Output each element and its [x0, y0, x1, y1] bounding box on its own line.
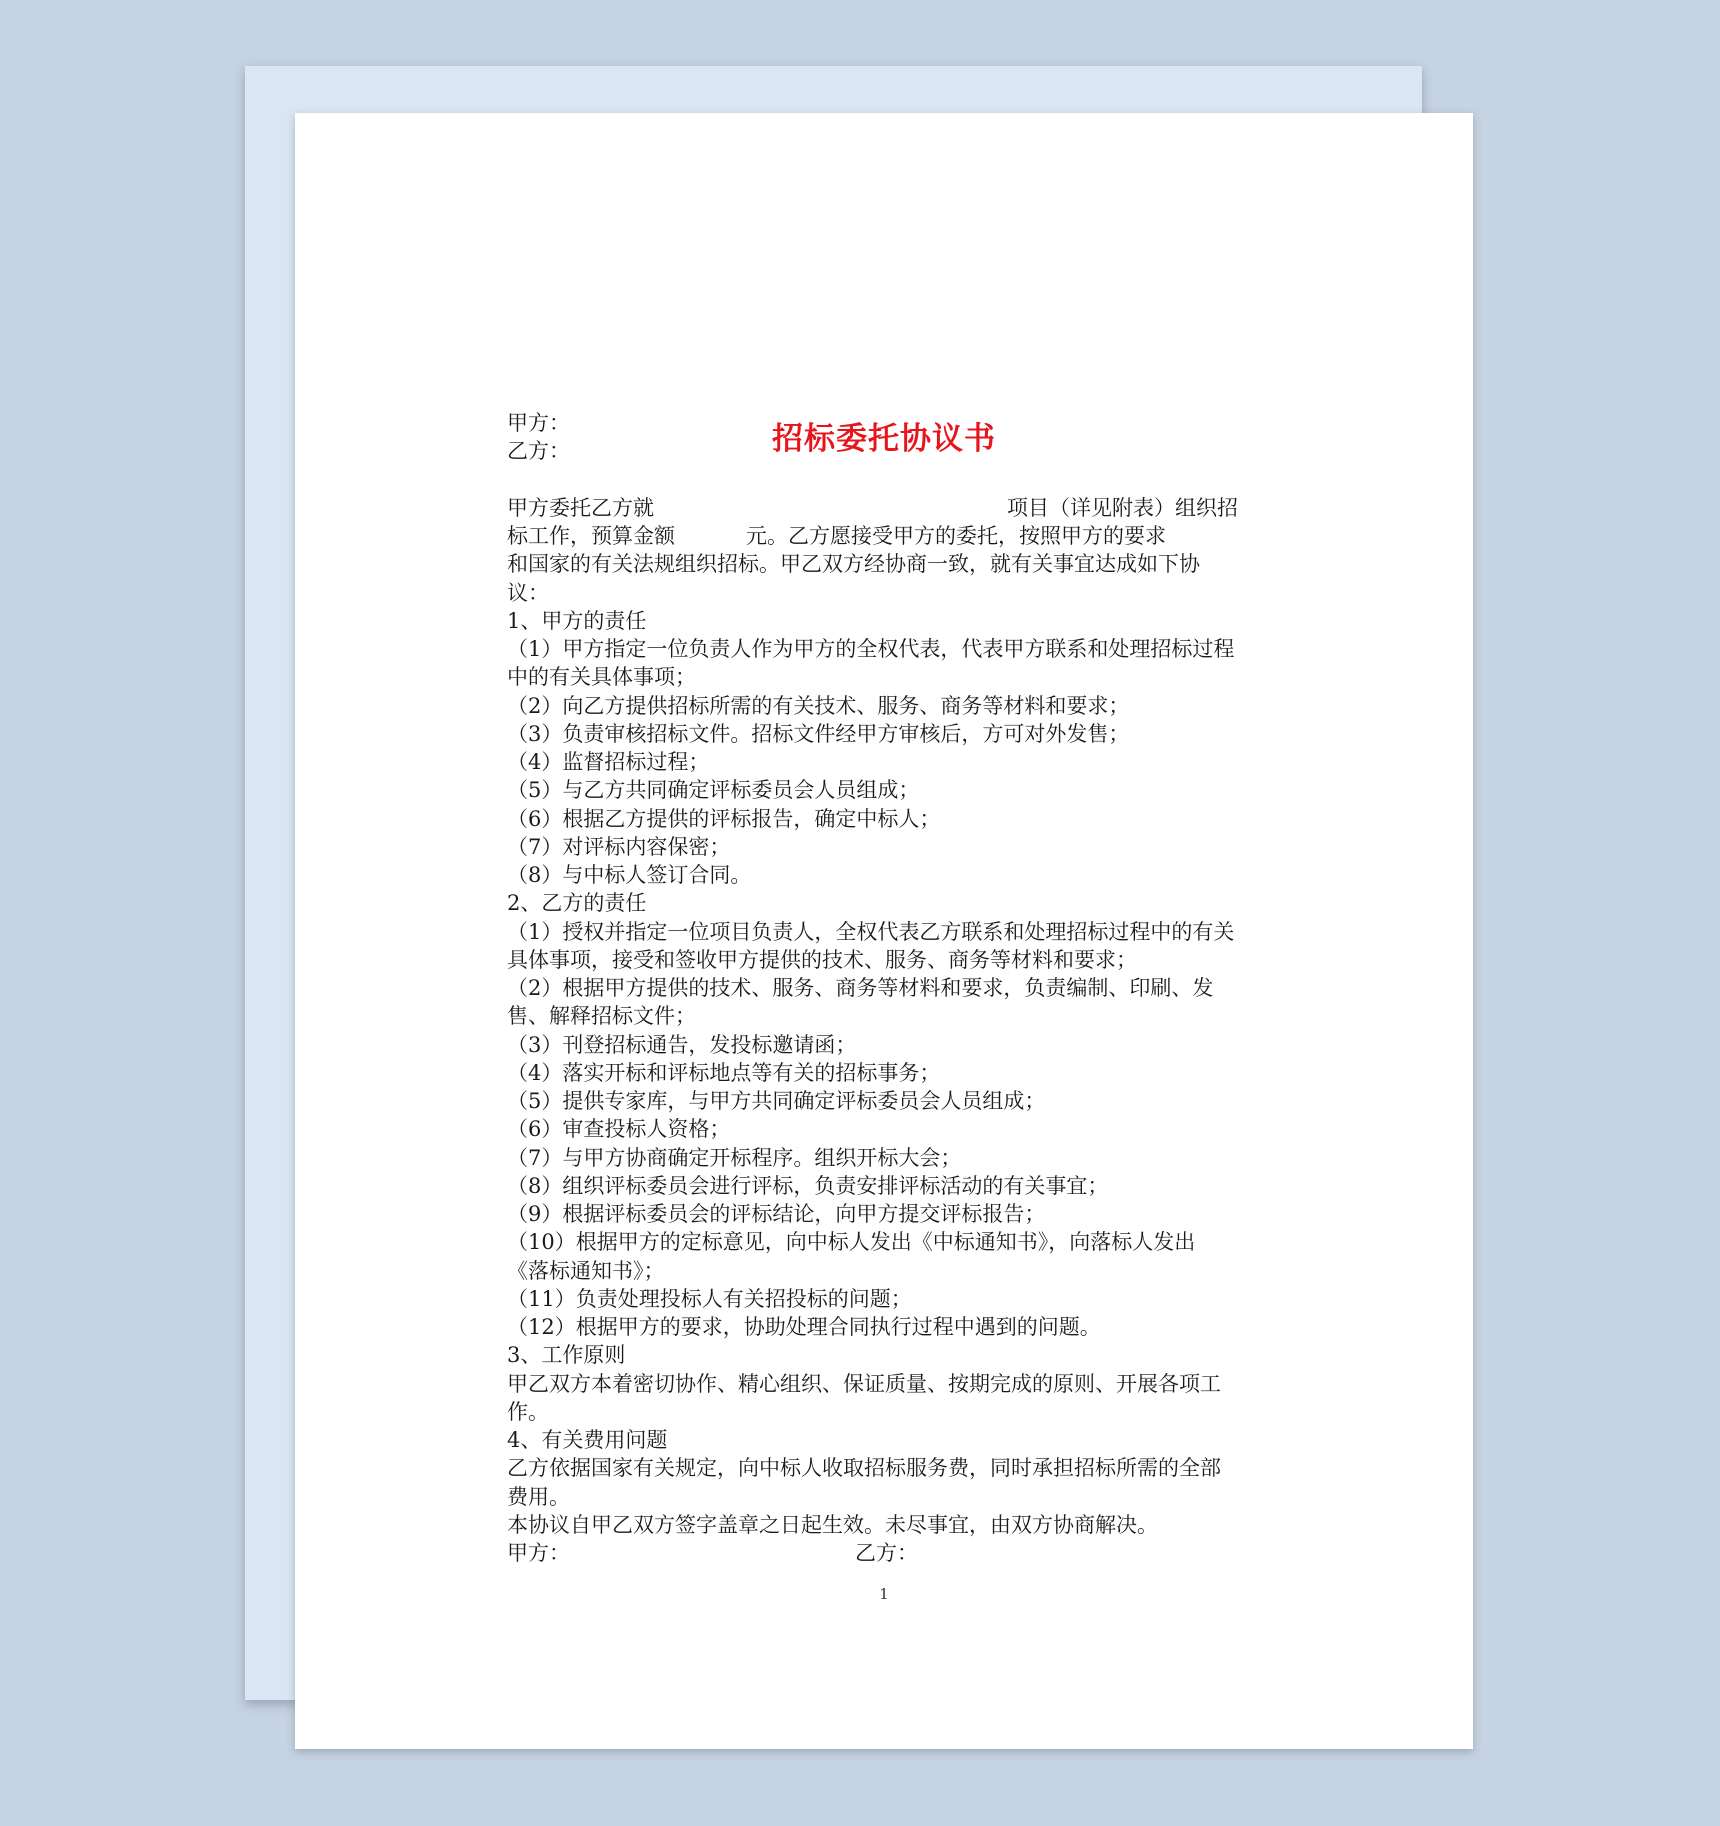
text-line: （8）与中标人签订合同。 — [507, 863, 752, 887]
text-line: 费用。 — [507, 1484, 570, 1509]
party-a-label: 甲方： — [507, 411, 570, 435]
text-line: （5）与乙方共同确定评标委员会人员组成； — [507, 778, 920, 803]
text-line: （7）与甲方协商确定开标程序。组织开标大会； — [507, 1145, 962, 1170]
document-page — [295, 113, 1473, 1749]
text-line: 乙方依据国家有关规定，向中标人收取招标服务费，同时承担招标所需的全部 — [507, 1456, 1221, 1481]
document-body — [507, 409, 1267, 1567]
document-title: 招标委托协议书 — [772, 421, 996, 457]
text-line: （7）对评标内容保密； — [507, 834, 731, 859]
text-line: 甲乙双方本着密切协作、精心组织、保证质量、按期完成的原则、开展各项工 — [507, 1371, 1221, 1396]
text-line: （6）根据乙方提供的评标报告，确定中标人； — [507, 806, 941, 831]
text-line: 和国家的有关法规组织招标。甲乙双方经协商一致，就有关事宜达成如下协 — [507, 552, 1200, 577]
text-line: （6）审查投标人资格； — [507, 1117, 731, 1142]
clause-list — [507, 550, 1267, 1539]
intro-text: 甲方委托乙方就 — [507, 495, 654, 520]
text-line: 具体事项，接受和签收甲方提供的技术、服务、商务等材料和要求； — [507, 947, 1137, 972]
text-line: （1）甲方指定一位负责人作为甲方的全权代表，代表甲方联系和处理招标过程 — [507, 637, 1235, 661]
signature-party-a: 甲方： — [507, 1541, 570, 1565]
signature-line — [507, 1539, 1267, 1567]
text-line: （4）监督招标过程； — [507, 750, 710, 774]
text-line: 议： — [507, 580, 549, 605]
text-line: （2）向乙方提供招标所需的有关技术、服务、商务等材料和要求； — [507, 693, 1130, 718]
text-line: 4、有关费用问题 — [507, 1428, 668, 1452]
text-line: （3）刊登招标通告，发投标邀请函； — [507, 1032, 857, 1057]
text-line: （12）根据甲方的要求，协助处理合同执行过程中遇到的问题。 — [507, 1315, 1101, 1339]
text-line: （3）负责审核招标文件。招标文件经甲方审核后，方可对外发售； — [507, 721, 1130, 746]
intro-line — [507, 494, 1267, 522]
text-line: 3、工作原则 — [507, 1343, 626, 1368]
text-line: （5）提供专家库，与甲方共同确定评标委员会人员组成； — [507, 1089, 1046, 1113]
text-line: 售、解释招标文件； — [507, 1004, 696, 1029]
signature-party-b: 乙方： — [855, 1541, 918, 1565]
intro-text: 项目（详见附表）组织招 — [1007, 495, 1238, 520]
text-line: 1、甲方的责任 — [507, 608, 647, 633]
party-b-label: 乙方： — [507, 439, 570, 464]
text-line: （1）授权并指定一位项目负责人，全权代表乙方联系和处理招标过程中的有关 — [507, 919, 1235, 944]
text-line: 作。 — [507, 1399, 549, 1424]
text-line: （2）根据甲方提供的技术、服务、商务等材料和要求，负责编制、印刷、发 — [507, 976, 1214, 1000]
blank-line — [507, 466, 1267, 494]
text-line: （9）根据评标委员会的评标结论，向甲方提交评标报告； — [507, 1202, 1046, 1226]
intro-text: 元。乙方愿接受甲方的委托，按照甲方的要求 — [746, 524, 1166, 548]
text-line: （11）负责处理投标人有关招投标的问题； — [507, 1286, 912, 1311]
page-number: 1 — [879, 1585, 889, 1603]
text-line: （10）根据甲方的定标意见，向中标人发出《中标通知书》，向落标人发出 — [507, 1230, 1196, 1255]
text-line: （8）组织评标委员会进行评标，负责安排评标活动的有关事宜； — [507, 1173, 1109, 1198]
text-line: 中的有关具体事项； — [507, 665, 696, 690]
text-line: （4）落实开标和评标地点等有关的招标事务； — [507, 1060, 941, 1085]
text-line: 《落标通知书》； — [507, 1258, 665, 1283]
text-line: 本协议自甲乙双方签字盖章之日起生效。未尽事宜，由双方协商解决。 — [507, 1512, 1158, 1537]
intro-text: 标工作，预算金额 — [507, 524, 675, 548]
intro-line — [507, 522, 1267, 550]
text-line: 2、乙方的责任 — [507, 891, 647, 916]
